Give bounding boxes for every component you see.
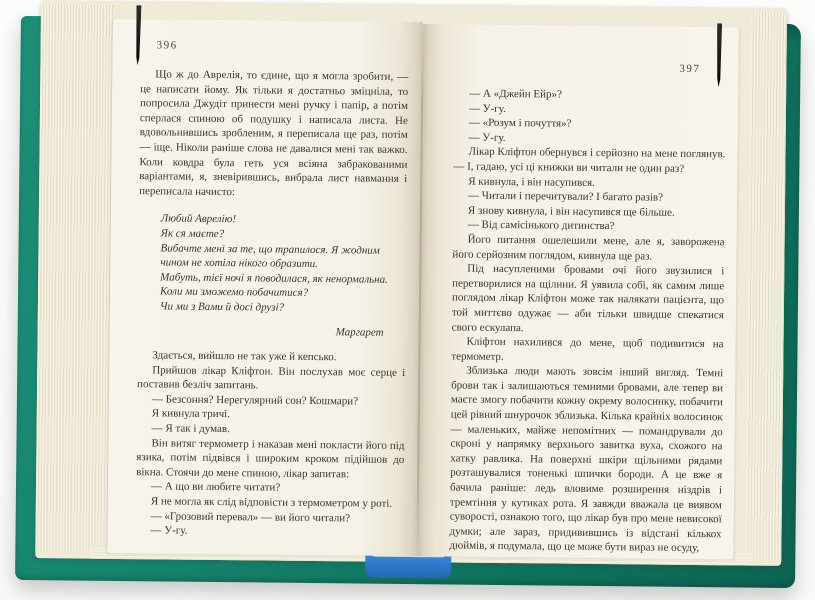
paragraph: — А що ви любите читати? <box>150 480 281 495</box>
paragraph: Я кивнула, і він насупився. <box>468 175 595 189</box>
paragraph: Я не могла як слід відповісти з термометром у роті. <box>150 495 393 510</box>
paragraph: — А «Джейн Ейр»? <box>469 87 563 101</box>
paragraph: Вибачте мені за те, що трапилося. Я жодним чином не хотіла нікого образити. <box>160 241 380 271</box>
paragraph: — «Розум і почуття»? <box>468 116 572 130</box>
paragraph: Кліфтон нахилився до мене, щоб подивитися на термометр. <box>451 335 724 363</box>
paragraph: — Безсоння? Нерегулярний сон? Кошмари? <box>151 393 359 408</box>
page-right <box>417 24 739 559</box>
page-right-text <box>449 86 726 555</box>
paragraph: Здається, вийшло не так уже й кепсько. <box>152 349 337 364</box>
paragraph: Я знову кивнула, і він насупився ще більше. <box>467 204 675 219</box>
paragraph: Як ся маєте? <box>160 227 225 241</box>
paragraph: Любий Аврелію! <box>160 212 237 226</box>
paragraph: — Я так і думав. <box>151 422 230 436</box>
paragraph: Зблизька люди мають зовсім інший вигляд. Темні брови так і залишаються темними бровами, але тепер ви маєте змогу побачити кожну окрему волосинку, побачити цей рівний шнурочок зблизька. Кілька крайніх волосинок — маленьких, майже непомітних — помандрували до скроні у напрямку верхнього завитка вуха, схожого на хатку равлика. На поверхні шкіри щільними рядами розташувалися тоненькі шпички бороди. А це вже я бачила раніше: ледь вловиме розширення ніздрів і тремтіння у кутиках рота. Я завжди вважала це виявом суворості, ознакою того, що лікар був про мене невисокої думки; але зараз, придивившись із відстані кількох дюймів, я подумала, що це може бути вираз не осуду, <box>449 364 724 555</box>
paragraph: — Від самісінького дитинства? <box>467 218 615 233</box>
paragraph: Я кивнула тричі. <box>151 407 231 421</box>
page-left <box>107 19 423 556</box>
page-left-text <box>135 67 408 550</box>
paragraph: Він витяг термометр і наказав мені покласти його під язика, потім підвівся і широким кроком підійшов до вікна. Стоячи до мене спиною, лікар запитав: <box>136 436 405 481</box>
paragraph: Мабуть, тієї ночі я поводилася, як ненормальна. <box>160 271 388 286</box>
page-number-right: 397 <box>679 62 701 76</box>
paragraph: Що ж до Аврелія, то єдине, що я могла зробити, — це написати йому. Як тільки я достатньо зміцніла, то попросила Джудіт принести мені ручку і папір, а потім сперлася спиною об подушку і написала листа. Не вдовольнившись зробленим, я переписала ще раз, потім — іще. Ніколи раніше слова не давалися мені так важко. Коли ковдра була геть уся всіяна забракованими варіантами, я, зневірившись, вибрала лист навмання і переписала начисто: <box>139 68 409 198</box>
open-book <box>11 2 805 596</box>
paragraph: Маргарет <box>335 325 384 339</box>
page-edges-left <box>35 4 113 555</box>
paragraph: — У-гу. <box>150 524 188 537</box>
paragraph: Чи ми з Вами й досі друзі? <box>159 300 285 314</box>
paragraph: Коли ми зможемо побачитися? <box>159 285 309 300</box>
paragraph: Прийшов лікар Кліфтон. Він послухав моє серце і поставив безліч запитань. <box>137 364 406 392</box>
paragraph: — У-гу. <box>468 131 506 144</box>
paragraph: Лікар Кліфтон обернувся і серйозно на мене поглянув. — І, гадаю, усі ці книжки ви читали не один раз? <box>453 146 726 175</box>
paragraph: — Читали і перечитували? І багато разів? <box>468 189 664 204</box>
paragraph: — У-гу. <box>468 102 506 115</box>
page-number-left: 396 <box>156 39 178 52</box>
page-edges-right <box>745 12 787 562</box>
paragraph: — «Грозовий перевал» — ви його читали? <box>150 509 351 525</box>
paragraph: Його питання ошелешили мене, але я, заворожена його серйозним поглядом, кивнула ще раз. <box>452 233 725 263</box>
paragraph: Під насупленими бровами очі його звузилися і перетворилися на щілини. Я уявила собі, як самим лише поглядом лікар Кліфтон може так налякати пацієнта, що той миттєво одужає — аби тільки швидше спекатися свого ескулапа. <box>451 262 725 334</box>
